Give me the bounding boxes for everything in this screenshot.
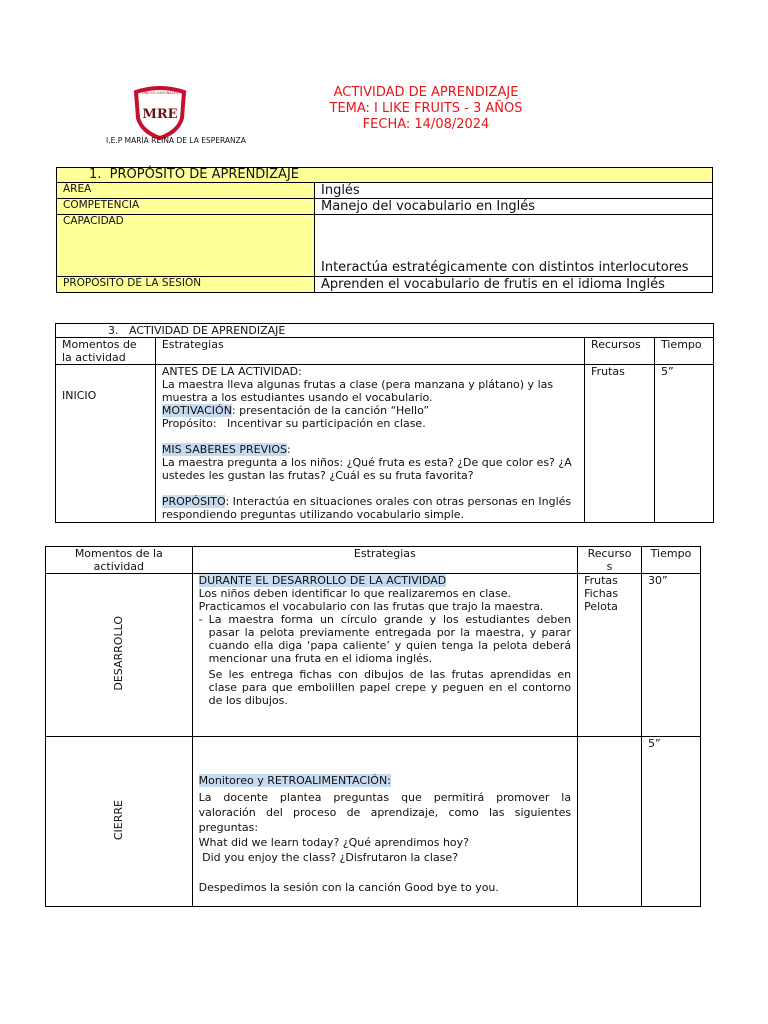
desarrollo-tiempo: 30” [641,574,700,737]
dash-bullet-icon: - [198,613,203,626]
area-value: Inglés [315,183,713,199]
competencia-label: COMPETENCIA [57,199,315,215]
section-title-text: ACTIVIDAD DE APRENDIZAJE [129,324,286,337]
desarrollo-recursos [578,574,642,737]
proposito-label-hl: PROPÓSITO [161,495,226,508]
cierre-p1: La docente plantea preguntas que permitirá promover la valoración del proceso de aprendizaje, como las siguientes preguntas: [198,791,572,834]
inicio-strategies [155,365,584,523]
proposito-text: : Interactúa en situaciones orales con otras personas en Inglés respondiendo preguntas utilizando vocabulario simple. [161,495,572,521]
motivacion-text: : presentación de la canción “Hello” [231,404,430,417]
logo-crest-icon [100,82,240,142]
saberes-line [162,443,578,456]
activity-table [55,323,714,523]
desarrollo-p3: Se les entrega fichas con dibujos de las frutas aprendidas en clase para que embolillen papel crepe y peguen en el contorno de los dibujos. [208,668,572,707]
col-recursos: Recursos [585,338,655,365]
col-recursos: Recurso s [578,547,642,574]
logo-monogram: MRE [142,107,178,122]
purpose-section-title [57,168,713,183]
cierre-recursos [578,737,642,907]
inicio-moment: INICIO [56,365,156,523]
desarrollo-strategies [192,574,577,737]
saberes-text: La maestra pregunta a los niños: ¿Qué fruta es esta? ¿De que color es? ¿A ustedes les gustan las frutas? ¿Cuál es su fruta favorita? [161,456,572,482]
header-title: ACTIVIDAD DE APRENDIZAJE [333,85,519,100]
cierre-q2: Did you enjoy the class? ¿Disfrutaron la clase? [198,851,459,864]
cierre-p2: Despedimos la sesión con la canción Good bye to you. [198,881,499,894]
motivacion-label: MOTIVACIÓN [161,404,232,417]
cierre-q1: What did we learn today? ¿Qué aprendimos hoy? [198,836,470,849]
saberes-colon: : [286,443,291,456]
capacidad-value: Interactúa estratégicamente con distintos interlocutores [315,215,713,277]
purpose-table [56,167,713,293]
col-estrategias: Estrategias [155,338,584,365]
desarrollo-p2: Practicamos el vocabulario con las frutas que trajo la maestra. [198,600,544,613]
inicio-recursos: Frutas [585,365,655,523]
recurso-item: Frutas [584,574,618,587]
desarrollo-moment: DESARROLLO [112,616,126,691]
section-title-text: PROPÓSITO DE APRENDIZAJE [109,167,299,182]
motivacion-line [162,404,578,417]
activity-section-title [56,324,714,338]
antes-text: La maestra lleva algunas frutas a clase (pera manzana y plátano) y las muestra a los estudiantes usando el vocabulario. [161,378,554,404]
competencia-value: Manejo del vocabulario en Inglés [315,199,713,215]
recurso-item: Fichas [584,587,619,600]
desarrollo-moment-cell [46,574,193,737]
cierre-moment: CIERRE [112,799,126,841]
school-name: I.E.P MARÍA REINA DE LA ESPERANZA [106,136,246,145]
col-momentos: Momentos de la actividad [46,547,193,574]
capacidad-label: CAPACIDAD [57,215,315,277]
recurso-item: Pelota [584,600,618,613]
inicio-tiempo: 5” [655,365,714,523]
proposito-line: Propósito: Incentivar su participación en clase. [161,417,426,430]
proposito-label: PROPÓSITO DE LA SESIÓN [57,277,315,293]
document-header [270,85,582,133]
logo-arc-text: ÚNICOS ORIGINALES [141,91,179,95]
saberes-label: MIS SABERES PREVIOS [161,443,287,456]
desarrollo-bullet: La maestra forma un círculo grande y los estudiantes deben pasar la pelota previamente entregada por la maestra, y parar cuando ella diga ‘papa caliente’ y quien tenga la pelota deberá mencionar una fruta en el idioma inglés. [208,613,572,665]
col-momentos: Momentos de la actividad [56,338,156,365]
desarrollo-bullet-item [199,613,571,665]
desarrollo-heading: DURANTE EL DESARROLLO DE LA ACTIVIDAD [198,574,447,587]
header-topic: TEMA: I LIKE FRUITS - 3 AÑOS [329,101,523,116]
cierre-heading: Monitoreo y RETROALIMENTACIÓN: [198,774,391,787]
col-tiempo: Tiempo [655,338,714,365]
cierre-moment-cell [46,737,193,907]
col-tiempo: Tiempo [641,547,700,574]
antes-heading: ANTES DE LA ACTIVIDAD: [161,365,302,378]
col-estrategias: Estrategias [192,547,577,574]
cierre-strategies [192,737,577,907]
section-number: 3. [108,324,119,337]
desarrollo-p1: Los niños deben identificar lo que realizaremos en clase. [198,587,512,600]
proposito-value: Aprenden el vocabulario de frutis en el idioma Inglés [315,277,713,293]
area-label: ÁREA [57,183,315,199]
development-table [45,546,701,907]
section-number: 1. [89,167,102,182]
header-date: FECHA: 14/08/2024 [362,117,490,132]
proposito-activity [162,495,578,521]
cierre-tiempo: 5” [641,737,700,907]
